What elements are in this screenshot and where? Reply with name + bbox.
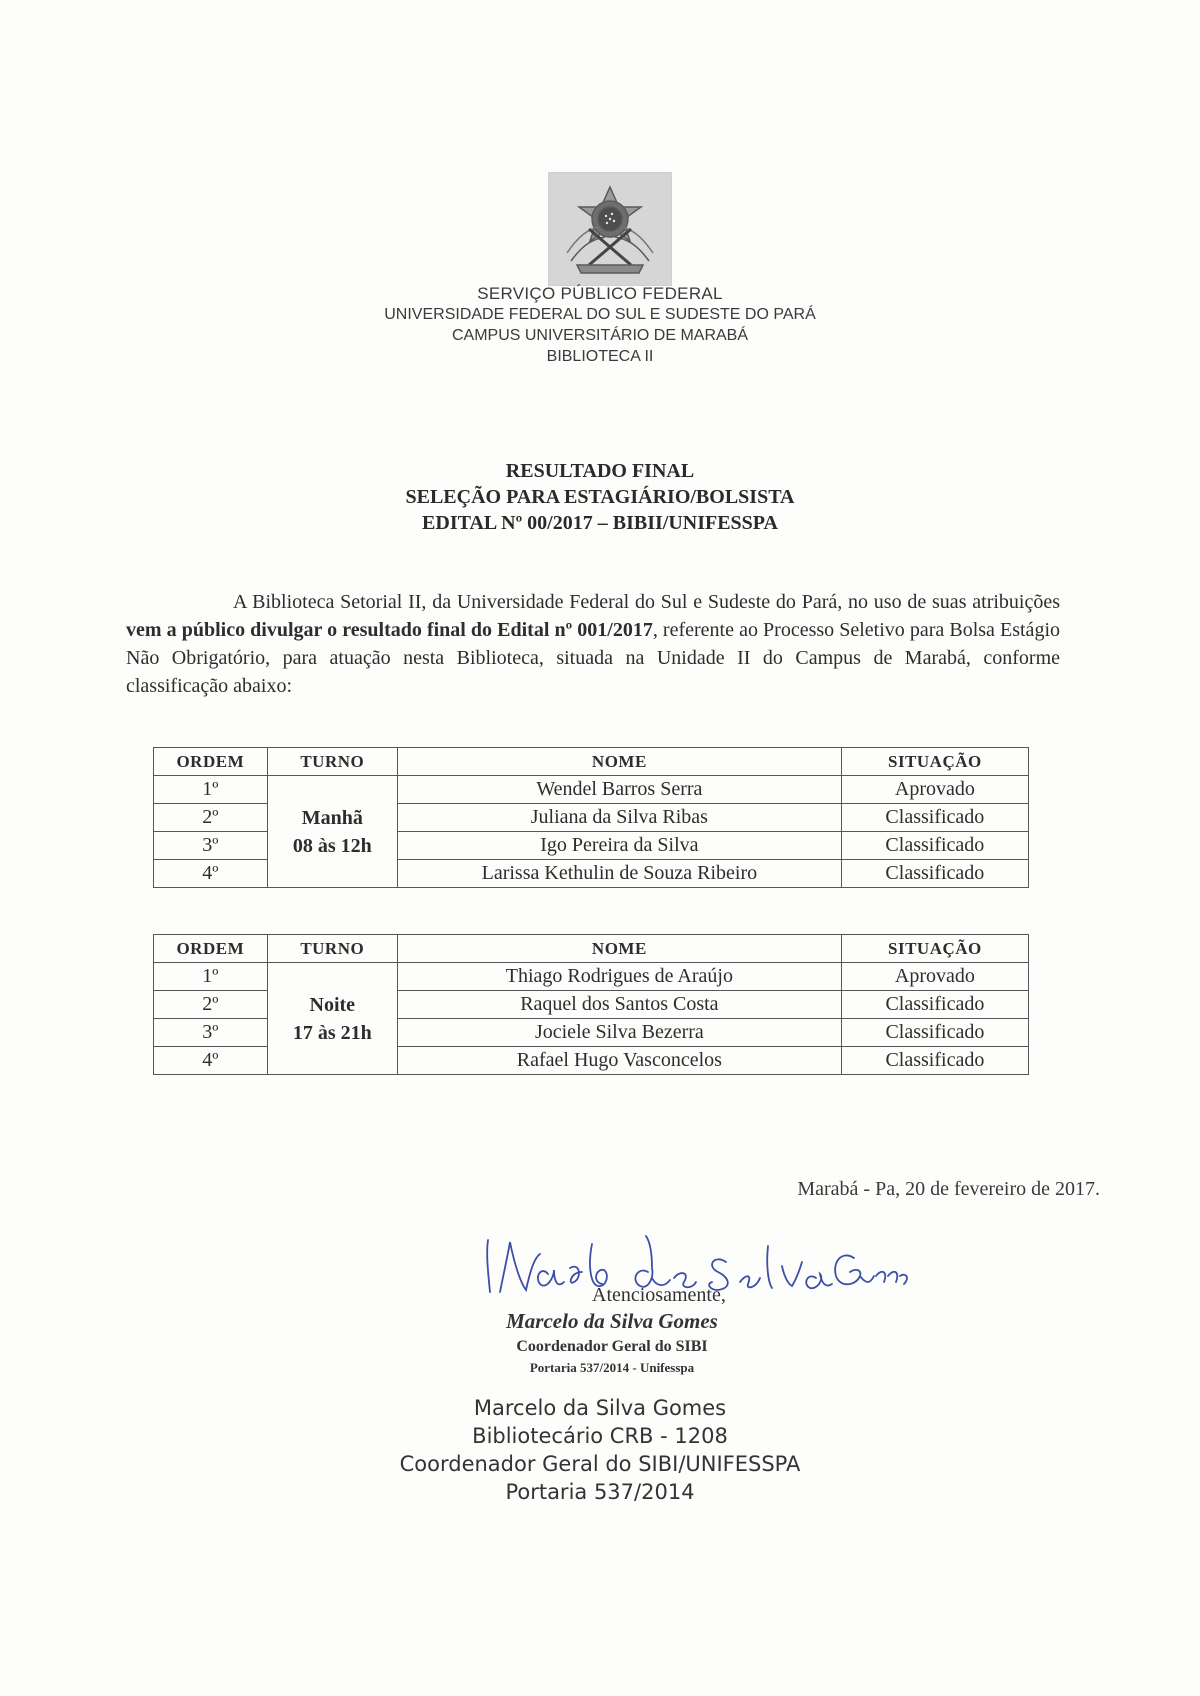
cell-nome: Raquel dos Santos Costa bbox=[397, 991, 841, 1019]
cell-nome: Juliana da Silva Ribas bbox=[398, 804, 842, 832]
cell-nome: Rafael Hugo Vasconcelos bbox=[397, 1047, 841, 1075]
header-line-3: CAMPUS UNIVERSITÁRIO DE MARABÁ bbox=[451, 327, 749, 344]
cell-nome: Thiago Rodrigues de Araújo bbox=[397, 963, 841, 991]
cell-situacao: Aprovado bbox=[841, 963, 1028, 991]
title-line-1: RESULTADO FINAL bbox=[505, 460, 695, 482]
cell-situacao: Classificado bbox=[841, 1019, 1028, 1047]
body-part-2: , referente ao Processo Seletivo para Bolsa Estágio Não Obrigatório, para atuação nesta Biblioteca, situada na Unidade II do Campus de Marabá, conforme classificação abaixo: bbox=[126, 619, 1060, 697]
header-line-1: SERVIÇO PÚBLICO FEDERAL bbox=[477, 284, 723, 303]
results-table-manha bbox=[153, 747, 1029, 888]
stamp-role: Coordenador Geral do SIBI bbox=[516, 1338, 708, 1355]
table-header-row bbox=[154, 935, 1029, 963]
signature-stamp bbox=[482, 1284, 742, 1376]
cell-turno bbox=[267, 776, 397, 888]
stamp-name: Marcelo da Silva Gomes bbox=[506, 1309, 718, 1333]
institution-header bbox=[0, 283, 1200, 367]
document-title bbox=[0, 458, 1200, 536]
cell-ordem: 1º bbox=[154, 963, 268, 991]
header-turno: TURNO bbox=[267, 748, 397, 776]
title-line-3: EDITAL Nº 00/2017 – BIBII/UNIFESSPA bbox=[422, 512, 778, 534]
cell-ordem: 1º bbox=[154, 776, 268, 804]
cell-ordem: 2º bbox=[154, 991, 268, 1019]
cell-ordem: 3º bbox=[154, 1019, 268, 1047]
cell-nome: Wendel Barros Serra bbox=[398, 776, 842, 804]
cell-ordem: 4º bbox=[154, 1047, 268, 1075]
footer-line-4: Portaria 537/2014 bbox=[505, 1480, 695, 1504]
body-bold: vem a público divulgar o resultado final do Edital nº 001/2017 bbox=[126, 619, 653, 641]
turno-hours: 17 às 21h bbox=[292, 1021, 372, 1044]
turno-name: Manhã bbox=[301, 806, 363, 829]
cell-turno bbox=[267, 963, 397, 1075]
signatory-block bbox=[0, 1394, 1200, 1506]
header-situacao: SITUAÇÃO bbox=[841, 748, 1028, 776]
table-row bbox=[154, 776, 1029, 804]
body-part-1: A Biblioteca Setorial II, da Universidade Federal do Sul e Sudeste do Pará, no uso de suas atribuições bbox=[233, 591, 1060, 613]
turno-hours: 08 às 12h bbox=[292, 834, 372, 857]
header-ordem: ORDEM bbox=[154, 748, 268, 776]
cell-situacao: Classificado bbox=[841, 832, 1028, 860]
cell-situacao: Classificado bbox=[841, 991, 1028, 1019]
turno-name: Noite bbox=[309, 993, 356, 1016]
header-line-4: BIBLIOTECA II bbox=[546, 348, 654, 365]
stamp-portaria: Portaria 537/2014 - Unifesspa bbox=[529, 1360, 695, 1375]
brazil-coat-of-arms-icon bbox=[548, 172, 672, 286]
cell-situacao: Classificado bbox=[841, 860, 1028, 888]
cell-nome: Larissa Kethulin de Souza Ribeiro bbox=[398, 860, 842, 888]
cell-nome: Jociele Silva Bezerra bbox=[397, 1019, 841, 1047]
cell-ordem: 2º bbox=[154, 804, 268, 832]
cell-situacao: Classificado bbox=[841, 1047, 1028, 1075]
header-ordem: ORDEM bbox=[154, 935, 268, 963]
footer-line-1: Marcelo da Silva Gomes bbox=[473, 1396, 727, 1420]
cell-ordem: 3º bbox=[154, 832, 268, 860]
header-nome: NOME bbox=[397, 935, 841, 963]
cell-situacao: Classificado bbox=[841, 804, 1028, 832]
table-header-row bbox=[154, 748, 1029, 776]
table-row bbox=[154, 963, 1029, 991]
cell-situacao: Aprovado bbox=[841, 776, 1028, 804]
header-line-2: UNIVERSIDADE FEDERAL DO SUL E SUDESTE DO PARÁ bbox=[384, 306, 816, 323]
title-line-2: SELEÇÃO PARA ESTAGIÁRIO/BOLSISTA bbox=[405, 486, 795, 508]
results-table-noite bbox=[153, 934, 1029, 1075]
closing-text: Atenciosamente, bbox=[592, 1284, 726, 1306]
cell-nome: Igo Pereira da Silva bbox=[398, 832, 842, 860]
header-nome: NOME bbox=[398, 748, 842, 776]
date-line: Marabá - Pa, 20 de fevereiro de 2017. bbox=[797, 1178, 1100, 1200]
footer-line-2: Bibliotecário CRB - 1208 bbox=[472, 1424, 728, 1448]
header-situacao: SITUAÇÃO bbox=[841, 935, 1028, 963]
header-turno: TURNO bbox=[267, 935, 397, 963]
cell-ordem: 4º bbox=[154, 860, 268, 888]
body-paragraph bbox=[126, 588, 1060, 700]
footer-line-3: Coordenador Geral do SIBI/UNIFESSPA bbox=[399, 1452, 801, 1476]
